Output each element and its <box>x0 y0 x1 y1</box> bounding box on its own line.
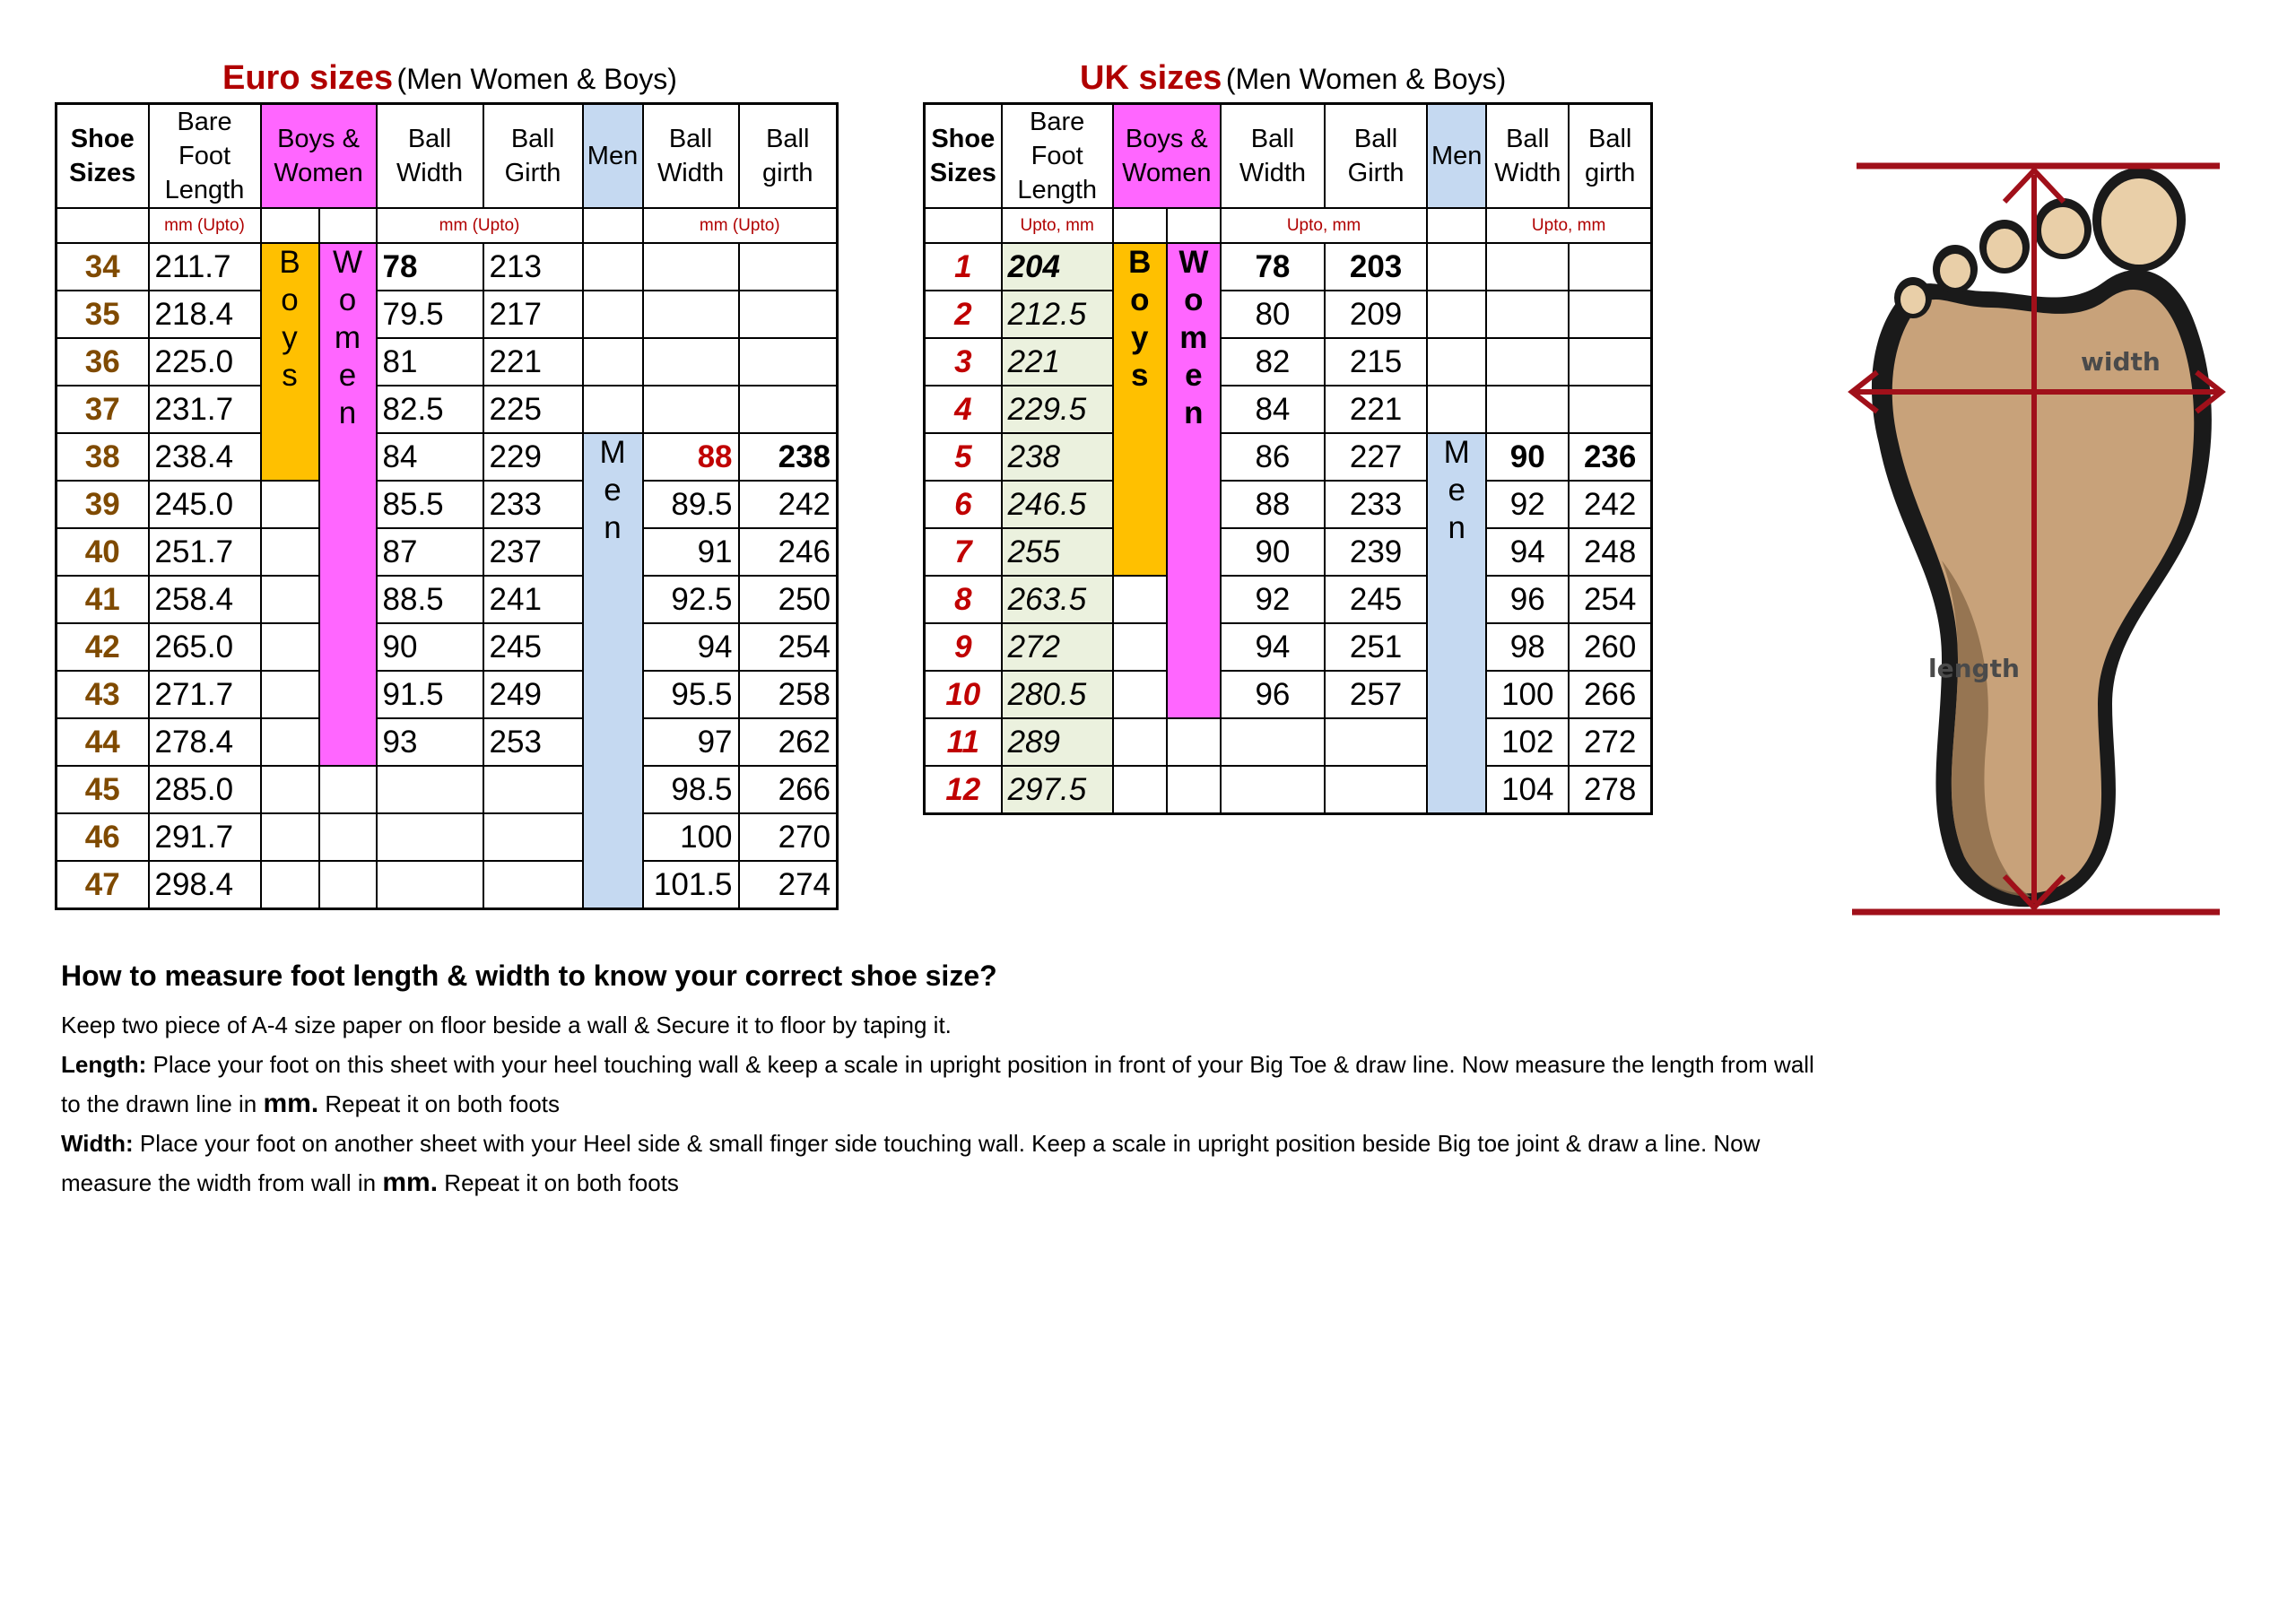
men-ball-girth-cell: 274 <box>739 861 838 909</box>
shoe-size-cell: 7 <box>925 528 1002 576</box>
header-men: Men <box>1427 104 1486 209</box>
unit-boys-women: Upto, mm <box>1221 208 1427 243</box>
men-ball-width-cell <box>1486 338 1569 386</box>
men-ball-width-cell: 94 <box>643 623 739 671</box>
boys-vertical-label-letter: o <box>1130 282 1150 317</box>
ball-girth-cell: 237 <box>483 528 583 576</box>
bare-foot-length-cell: 271.7 <box>149 671 261 718</box>
men-ball-width-cell: 100 <box>1486 671 1569 718</box>
men-ball-girth-cell <box>739 243 838 291</box>
men-ball-girth-cell: 262 <box>739 718 838 766</box>
header-shoe-sizes: Shoe Sizes <box>925 104 1002 209</box>
header-men-ball-girth: Ball girth <box>1569 104 1651 209</box>
ball-width-cell <box>1221 718 1325 766</box>
men-vertical-label-letter: M <box>1443 435 1470 470</box>
women-vertical-label-letter: e <box>1185 358 1203 393</box>
boys-empty-cell <box>1113 576 1167 623</box>
shoe-size-cell: 42 <box>57 623 149 671</box>
ball-width-cell: 90 <box>377 623 483 671</box>
men-ball-width-cell <box>643 243 739 291</box>
unit-blank <box>319 208 377 243</box>
men-ball-width-cell: 97 <box>643 718 739 766</box>
men-ball-girth-cell <box>1569 386 1651 433</box>
boys-vertical-label-letter: B <box>1128 245 1152 280</box>
ball-width-cell: 81 <box>377 338 483 386</box>
men-ball-width-cell <box>643 386 739 433</box>
men-ball-width-cell <box>1486 386 1569 433</box>
boys-vertical-label-letter: y <box>1131 320 1149 355</box>
men-ball-girth-cell <box>739 338 838 386</box>
men-vertical-label <box>1427 433 1486 814</box>
men-ball-girth-cell: 242 <box>1569 481 1651 528</box>
euro-title-sub: (Men Women & Boys) <box>396 63 677 95</box>
bare-foot-length-cell: 263.5 <box>1002 576 1113 623</box>
ball-width-cell: 85.5 <box>377 481 483 528</box>
ball-girth-cell: 203 <box>1325 243 1427 291</box>
men-ball-girth-cell: 254 <box>1569 576 1651 623</box>
table-row <box>57 528 838 576</box>
boys-empty-cell <box>1113 671 1167 718</box>
ball-girth-cell: 241 <box>483 576 583 623</box>
boys-empty-cell <box>261 718 319 766</box>
ball-girth-cell: 209 <box>1325 291 1427 338</box>
ball-width-cell: 90 <box>1221 528 1325 576</box>
men-ball-girth-cell: 254 <box>739 623 838 671</box>
shoe-size-cell: 45 <box>57 766 149 813</box>
boys-empty-cell <box>261 528 319 576</box>
unit-blank <box>1167 208 1221 243</box>
shoe-size-cell: 6 <box>925 481 1002 528</box>
uk-title <box>1080 59 1506 98</box>
ball-width-cell: 84 <box>1221 386 1325 433</box>
table-row <box>925 576 1652 623</box>
ball-width-cell: 78 <box>1221 243 1325 291</box>
ball-width-cell: 78 <box>377 243 483 291</box>
men-ball-girth-cell <box>1569 243 1651 291</box>
men-ball-girth-cell: 236 <box>1569 433 1651 481</box>
boys-empty-cell <box>1113 766 1167 814</box>
header-men-ball-girth: Ball girth <box>739 104 838 209</box>
men-ball-girth-cell: 278 <box>1569 766 1651 814</box>
bare-foot-length-cell: 229.5 <box>1002 386 1113 433</box>
header-ball-width: Ball Width <box>1221 104 1325 209</box>
bare-foot-length-cell: 298.4 <box>149 861 261 909</box>
unit-blank <box>925 208 1002 243</box>
table-row <box>57 481 838 528</box>
boys-empty-cell <box>261 623 319 671</box>
bare-foot-length-cell: 289 <box>1002 718 1113 766</box>
ball-girth-cell <box>483 861 583 909</box>
table-row <box>925 386 1652 433</box>
bare-foot-length-cell: 280.5 <box>1002 671 1113 718</box>
unit-boys-women: mm (Upto) <box>377 208 583 243</box>
ball-width-cell: 82 <box>1221 338 1325 386</box>
men-ball-girth-cell: 238 <box>739 433 838 481</box>
boys-vertical-label-letter: B <box>279 245 300 280</box>
instructions-intro: Keep two piece of A-4 size paper on floor beside a wall & Secure it to floor by taping it. <box>61 1012 952 1038</box>
men-ball-width-cell: 100 <box>643 813 739 861</box>
table-row <box>925 528 1652 576</box>
women-empty-cell <box>1167 766 1221 814</box>
table-row <box>925 291 1652 338</box>
units-row <box>57 208 838 243</box>
shoe-size-cell: 46 <box>57 813 149 861</box>
ball-girth-cell: 233 <box>483 481 583 528</box>
women-empty-cell <box>1167 718 1221 766</box>
table-row <box>925 766 1652 814</box>
ball-girth-cell <box>1325 718 1427 766</box>
ball-width-cell <box>1221 766 1325 814</box>
bare-foot-length-cell: 265.0 <box>149 623 261 671</box>
men-ball-width-cell: 94 <box>1486 528 1569 576</box>
shoe-size-cell: 39 <box>57 481 149 528</box>
table-row <box>57 671 838 718</box>
men-ball-girth-cell: 258 <box>739 671 838 718</box>
boys-empty-cell <box>1113 718 1167 766</box>
boys-vertical-label-letter: s <box>282 358 298 393</box>
ball-girth-cell: 229 <box>483 433 583 481</box>
table-row <box>57 861 838 909</box>
men-ball-width-cell: 90 <box>1486 433 1569 481</box>
women-vertical-label-letter: m <box>1179 320 1208 355</box>
table-row <box>57 243 838 291</box>
men-ball-girth-cell: 248 <box>1569 528 1651 576</box>
men-ball-girth-cell <box>739 291 838 338</box>
table-row <box>57 386 838 433</box>
men-ball-width-cell: 88 <box>643 433 739 481</box>
men-vertical-label-letter: n <box>604 510 622 545</box>
ball-width-cell: 92 <box>1221 576 1325 623</box>
shoe-size-cell: 3 <box>925 338 1002 386</box>
table-row <box>57 338 838 386</box>
table-row <box>925 243 1652 291</box>
men-ball-width-cell: 98 <box>1486 623 1569 671</box>
men-empty-cell <box>583 243 643 291</box>
ball-girth-cell: 225 <box>483 386 583 433</box>
measure-instructions <box>61 960 1819 1203</box>
table-row <box>57 813 838 861</box>
ball-width-cell: 94 <box>1221 623 1325 671</box>
ball-girth-cell <box>1325 766 1427 814</box>
table-row <box>925 718 1652 766</box>
women-empty-cell <box>319 813 377 861</box>
ball-width-cell: 86 <box>1221 433 1325 481</box>
men-ball-girth-cell: 272 <box>1569 718 1651 766</box>
ball-girth-cell: 227 <box>1325 433 1427 481</box>
table-row <box>925 338 1652 386</box>
men-vertical-label-letter: n <box>1448 510 1465 545</box>
ball-width-cell: 87 <box>377 528 483 576</box>
men-ball-girth-cell: 266 <box>1569 671 1651 718</box>
bare-foot-length-cell: 285.0 <box>149 766 261 813</box>
ball-girth-cell <box>483 766 583 813</box>
ball-width-cell: 84 <box>377 433 483 481</box>
men-vertical-label-letter: e <box>1448 473 1465 508</box>
shoe-size-cell: 11 <box>925 718 1002 766</box>
boys-vertical-label <box>261 243 319 481</box>
bare-foot-length-cell: 246.5 <box>1002 481 1113 528</box>
bare-foot-length-cell: 238.4 <box>149 433 261 481</box>
bare-foot-length-cell: 245.0 <box>149 481 261 528</box>
header-ball-width: Ball Width <box>377 104 483 209</box>
boys-empty-cell <box>261 813 319 861</box>
instructions-heading: How to measure foot length & width to know your correct shoe size? <box>61 960 997 992</box>
men-empty-cell <box>583 338 643 386</box>
boys-vertical-label <box>1113 243 1167 576</box>
table-row <box>925 671 1652 718</box>
men-ball-width-cell: 92 <box>1486 481 1569 528</box>
shoe-size-cell: 10 <box>925 671 1002 718</box>
women-vertical-label-letter: o <box>1184 282 1204 317</box>
ball-width-cell <box>377 813 483 861</box>
men-ball-width-cell <box>643 338 739 386</box>
ball-width-cell: 88.5 <box>377 576 483 623</box>
women-vertical-label-letter: W <box>1178 245 1209 280</box>
table-row <box>925 481 1652 528</box>
unit-blank <box>1427 208 1486 243</box>
shoe-size-cell: 34 <box>57 243 149 291</box>
men-ball-girth-cell: 260 <box>1569 623 1651 671</box>
men-empty-cell <box>583 291 643 338</box>
header-men-ball-width: Ball Width <box>1486 104 1569 209</box>
women-vertical-label-letter: o <box>338 282 357 317</box>
men-ball-girth-cell <box>1569 338 1651 386</box>
header-ball-girth: Ball Girth <box>1325 104 1427 209</box>
women-vertical-label <box>1167 243 1221 718</box>
table-row <box>925 433 1652 481</box>
header-ball-girth: Ball Girth <box>483 104 583 209</box>
men-empty-cell <box>583 386 643 433</box>
table-row <box>57 433 838 481</box>
header-boys-women: Boys & Women <box>1113 104 1221 209</box>
ball-girth-cell: 251 <box>1325 623 1427 671</box>
women-empty-cell <box>319 766 377 813</box>
units-row <box>925 208 1652 243</box>
header-shoe-sizes: Shoe Sizes <box>57 104 149 209</box>
shoe-size-cell: 38 <box>57 433 149 481</box>
boys-vertical-label-letter: o <box>281 282 299 317</box>
length-label-text: Length: <box>61 1051 147 1078</box>
shoe-size-cell: 35 <box>57 291 149 338</box>
ball-girth-cell: 215 <box>1325 338 1427 386</box>
shoe-size-cell: 4 <box>925 386 1002 433</box>
men-ball-width-cell <box>643 291 739 338</box>
men-vertical-label-letter: e <box>604 473 622 508</box>
ball-width-cell: 93 <box>377 718 483 766</box>
shoe-size-cell: 41 <box>57 576 149 623</box>
table-row <box>925 623 1652 671</box>
bare-foot-length-cell: 291.7 <box>149 813 261 861</box>
ball-width-cell: 79.5 <box>377 291 483 338</box>
shoe-size-cell: 5 <box>925 433 1002 481</box>
table-row <box>57 291 838 338</box>
boys-empty-cell <box>1113 623 1167 671</box>
boys-vertical-label-letter: y <box>282 320 298 355</box>
table-row <box>57 766 838 813</box>
ball-girth-cell: 217 <box>483 291 583 338</box>
women-vertical-label-letter: n <box>1184 395 1204 430</box>
ball-girth-cell: 257 <box>1325 671 1427 718</box>
ball-width-cell <box>377 861 483 909</box>
ball-girth-cell: 249 <box>483 671 583 718</box>
boys-vertical-label-letter: s <box>1131 358 1149 393</box>
unit-men: mm (Upto) <box>643 208 838 243</box>
ball-girth-cell: 245 <box>483 623 583 671</box>
men-ball-width-cell: 104 <box>1486 766 1569 814</box>
men-ball-girth-cell: 270 <box>739 813 838 861</box>
shoe-size-cell: 40 <box>57 528 149 576</box>
bare-foot-length-cell: 225.0 <box>149 338 261 386</box>
men-ball-width-cell: 98.5 <box>643 766 739 813</box>
women-empty-cell <box>319 861 377 909</box>
bare-foot-length-cell: 212.5 <box>1002 291 1113 338</box>
men-empty-cell <box>1427 338 1486 386</box>
bare-foot-length-cell: 258.4 <box>149 576 261 623</box>
instructions-length: Length: Place your foot on this sheet with your heel touching wall & keep a scale in upright position in front of your Big Toe & draw line. Now measure the length from wall to the drawn line in mm. Repeat it on both foots <box>61 1051 1814 1118</box>
ball-width-cell: 80 <box>1221 291 1325 338</box>
shoe-size-cell: 36 <box>57 338 149 386</box>
shoe-size-cell: 12 <box>925 766 1002 814</box>
unit-length: mm (Upto) <box>149 208 261 243</box>
uk-size-table <box>923 102 1653 815</box>
men-ball-width-cell: 96 <box>1486 576 1569 623</box>
ball-width-cell: 91.5 <box>377 671 483 718</box>
ball-girth-cell <box>483 813 583 861</box>
shoe-size-cell: 47 <box>57 861 149 909</box>
women-vertical-label-letter: n <box>338 395 357 430</box>
ball-girth-cell: 239 <box>1325 528 1427 576</box>
bare-foot-length-cell: 211.7 <box>149 243 261 291</box>
instructions-width: Width: Place your foot on another sheet with your Heel side & small finger side touching wall. Keep a scale in upright position beside Big toe joint & draw a line. Now measure the width from wall in mm. Repeat it on both foots <box>61 1130 1761 1197</box>
bare-foot-length-cell: 238 <box>1002 433 1113 481</box>
men-ball-width-cell <box>1486 291 1569 338</box>
men-ball-width-cell <box>1486 243 1569 291</box>
boys-empty-cell <box>261 671 319 718</box>
boys-empty-cell <box>261 481 319 528</box>
shoe-size-cell: 37 <box>57 386 149 433</box>
men-ball-girth-cell: 250 <box>739 576 838 623</box>
header-bare-foot-length: Bare Foot Length <box>149 104 261 209</box>
bare-foot-length-cell: 218.4 <box>149 291 261 338</box>
ball-girth-cell: 221 <box>1325 386 1427 433</box>
bare-foot-length-cell: 255 <box>1002 528 1113 576</box>
shoe-size-cell: 8 <box>925 576 1002 623</box>
ball-girth-cell: 253 <box>483 718 583 766</box>
men-ball-width-cell: 89.5 <box>643 481 739 528</box>
bare-foot-length-cell: 231.7 <box>149 386 261 433</box>
men-ball-width-cell: 101.5 <box>643 861 739 909</box>
bare-foot-length-cell: 278.4 <box>149 718 261 766</box>
table-row <box>57 623 838 671</box>
ball-girth-cell: 221 <box>483 338 583 386</box>
boys-empty-cell <box>261 766 319 813</box>
ball-width-cell: 82.5 <box>377 386 483 433</box>
men-ball-girth-cell: 266 <box>739 766 838 813</box>
uk-title-main: UK sizes <box>1080 59 1222 97</box>
men-empty-cell <box>1427 386 1486 433</box>
women-vertical-label <box>319 243 377 766</box>
unit-blank <box>57 208 149 243</box>
men-ball-girth-cell <box>739 386 838 433</box>
header-men-ball-width: Ball Width <box>643 104 739 209</box>
men-vertical-label-letter: M <box>599 435 626 470</box>
table-row <box>57 718 838 766</box>
shoe-size-cell: 44 <box>57 718 149 766</box>
unit-blank <box>261 208 319 243</box>
width-label: width <box>2081 347 2161 377</box>
bare-foot-length-cell: 297.5 <box>1002 766 1113 814</box>
euro-size-table <box>55 102 839 910</box>
boys-empty-cell <box>261 576 319 623</box>
uk-title-sub: (Men Women & Boys) <box>1225 63 1507 95</box>
unit-blank <box>1113 208 1167 243</box>
men-ball-width-cell: 102 <box>1486 718 1569 766</box>
width-label-text: Width: <box>61 1130 134 1157</box>
men-ball-width-cell: 95.5 <box>643 671 739 718</box>
euro-title-main: Euro sizes <box>222 59 394 97</box>
men-ball-girth-cell: 242 <box>739 481 838 528</box>
women-vertical-label-letter: e <box>338 358 357 393</box>
ball-girth-cell: 233 <box>1325 481 1427 528</box>
shoe-size-cell: 2 <box>925 291 1002 338</box>
length-label: length <box>1928 654 2020 683</box>
header-row <box>925 104 1652 209</box>
header-men: Men <box>583 104 643 209</box>
ball-width-cell: 88 <box>1221 481 1325 528</box>
header-boys-women: Boys & Women <box>261 104 377 209</box>
ball-girth-cell: 213 <box>483 243 583 291</box>
women-vertical-label-letter: m <box>334 320 361 355</box>
shoe-size-cell: 9 <box>925 623 1002 671</box>
men-ball-width-cell: 92.5 <box>643 576 739 623</box>
bare-foot-length-cell: 221 <box>1002 338 1113 386</box>
men-empty-cell <box>1427 243 1486 291</box>
bare-foot-length-cell: 204 <box>1002 243 1113 291</box>
ball-width-cell: 96 <box>1221 671 1325 718</box>
men-ball-girth-cell <box>1569 291 1651 338</box>
header-row <box>57 104 838 209</box>
men-vertical-label <box>583 433 643 909</box>
men-ball-width-cell: 91 <box>643 528 739 576</box>
unit-length: Upto, mm <box>1002 208 1113 243</box>
ball-girth-cell: 245 <box>1325 576 1427 623</box>
euro-title <box>222 59 677 98</box>
bare-foot-length-cell: 272 <box>1002 623 1113 671</box>
table-row <box>57 576 838 623</box>
boys-empty-cell <box>261 861 319 909</box>
bare-foot-length-cell: 251.7 <box>149 528 261 576</box>
women-vertical-label-letter: W <box>332 245 363 280</box>
header-bare-foot-length: Bare Foot Length <box>1002 104 1113 209</box>
men-empty-cell <box>1427 291 1486 338</box>
shoe-size-cell: 1 <box>925 243 1002 291</box>
men-ball-girth-cell: 246 <box>739 528 838 576</box>
unit-men: Upto, mm <box>1486 208 1651 243</box>
shoe-size-cell: 43 <box>57 671 149 718</box>
ball-width-cell <box>377 766 483 813</box>
foot-measure-diagram <box>1843 157 2229 928</box>
unit-blank <box>583 208 643 243</box>
